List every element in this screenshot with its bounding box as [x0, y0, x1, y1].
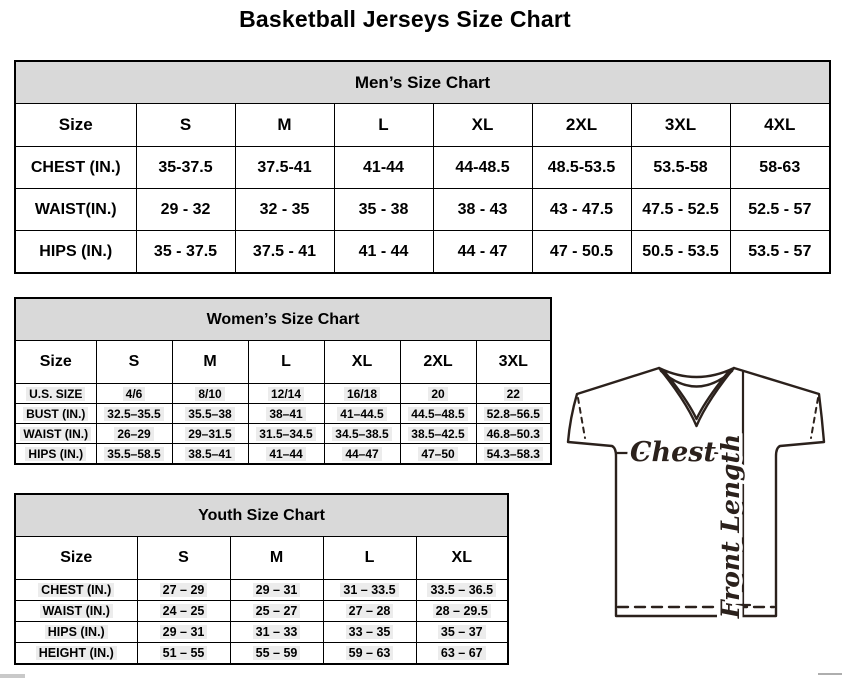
size-value-cell: [324, 424, 400, 444]
row-label-cell: [15, 424, 96, 444]
row-label-cell: CHEST (IN.): [15, 147, 136, 189]
size-value-cell: [137, 622, 230, 643]
cell-text: 16/18: [344, 387, 380, 401]
column-header-cell: Size: [15, 341, 96, 384]
cell-text: 35.5–38: [185, 407, 234, 421]
row-label-cell: WAIST(IN.): [15, 189, 136, 231]
column-header-cell: M: [235, 104, 334, 147]
table-row: [15, 643, 508, 665]
size-value-cell: [416, 580, 508, 601]
table-row: [15, 404, 551, 424]
size-value-cell: [324, 384, 400, 404]
cell-text: 47–50: [418, 447, 457, 461]
cell-text: CHEST (IN.): [38, 583, 114, 597]
size-value-cell: 44-48.5: [433, 147, 532, 189]
size-value-cell: 43 - 47.5: [532, 189, 631, 231]
size-value-cell: 35 - 38: [334, 189, 433, 231]
cell-text: 38.5–42.5: [408, 427, 467, 441]
size-value-cell: [230, 622, 323, 643]
size-value-cell: [324, 444, 400, 465]
size-value-cell: [137, 643, 230, 665]
size-value-cell: [323, 580, 416, 601]
cell-text: 63 – 67: [438, 646, 486, 660]
size-value-cell: [96, 444, 172, 465]
column-header-cell: 2XL: [532, 104, 631, 147]
column-header-cell: S: [136, 104, 235, 147]
chest-label: Chest: [630, 437, 716, 468]
size-value-cell: [230, 643, 323, 665]
size-value-cell: 44 - 47: [433, 231, 532, 274]
column-header-cell: Size: [15, 537, 137, 580]
size-value-cell: [476, 404, 551, 424]
row-label-cell: [15, 444, 96, 465]
cell-text: 34.5–38.5: [332, 427, 391, 441]
size-value-cell: 50.5 - 53.5: [631, 231, 730, 274]
column-header-cell: XL: [324, 341, 400, 384]
cell-text: 24 – 25: [160, 604, 208, 618]
jersey-diagram: [553, 360, 829, 624]
size-value-cell: 58-63: [730, 147, 830, 189]
cell-text: 25 – 27: [253, 604, 301, 618]
size-value-cell: [324, 404, 400, 424]
table-row: [15, 231, 830, 274]
size-value-cell: [96, 404, 172, 424]
size-value-cell: [323, 622, 416, 643]
size-value-cell: [172, 384, 248, 404]
cell-text: 35 – 37: [438, 625, 486, 639]
size-value-cell: 53.5 - 57: [730, 231, 830, 274]
cell-text: 29 – 31: [160, 625, 208, 639]
size-value-cell: 29 - 32: [136, 189, 235, 231]
row-label-cell: HIPS (IN.): [15, 231, 136, 274]
size-value-cell: [476, 384, 551, 404]
size-value-cell: 41 - 44: [334, 231, 433, 274]
cell-text: 28 – 29.5: [433, 604, 491, 618]
cell-text: 54.3–58.3: [484, 447, 543, 461]
cell-text: 38–41: [266, 407, 305, 421]
column-header-cell: L: [248, 341, 324, 384]
size-value-cell: 37.5-41: [235, 147, 334, 189]
cell-text: 41–44.5: [337, 407, 386, 421]
cell-text: BUST (IN.): [23, 407, 88, 421]
cell-text: 33 – 35: [346, 625, 394, 639]
size-value-cell: [400, 404, 476, 424]
cell-text: HEIGHT (IN.): [36, 646, 117, 660]
row-label-cell: [15, 404, 96, 424]
size-value-cell: 52.5 - 57: [730, 189, 830, 231]
table-title: Youth Size Chart: [15, 494, 508, 537]
row-label-cell: [15, 643, 137, 665]
size-value-cell: [476, 424, 551, 444]
table-row: [15, 494, 508, 537]
column-header-cell: S: [96, 341, 172, 384]
cell-text: 27 – 28: [346, 604, 394, 618]
table-row: [15, 444, 551, 465]
size-value-cell: [172, 444, 248, 465]
size-value-cell: [248, 404, 324, 424]
size-value-cell: [400, 444, 476, 465]
cell-text: 38.5–41: [185, 447, 234, 461]
size-value-cell: 38 - 43: [433, 189, 532, 231]
cell-text: 12/14: [268, 387, 304, 401]
row-label-cell: [15, 580, 137, 601]
column-header-cell: Size: [15, 104, 136, 147]
cell-text: 29–31.5: [185, 427, 234, 441]
cell-text: HIPS (IN.): [25, 447, 86, 461]
size-value-cell: [230, 601, 323, 622]
cell-text: 32.5–35.5: [104, 407, 163, 421]
table-row: [15, 622, 508, 643]
size-value-cell: [172, 404, 248, 424]
table-row: [15, 61, 830, 104]
table-row: [15, 384, 551, 404]
size-value-cell: [400, 424, 476, 444]
size-value-cell: [416, 643, 508, 665]
size-value-cell: [416, 622, 508, 643]
size-value-cell: [230, 580, 323, 601]
size-value-cell: 35-37.5: [136, 147, 235, 189]
size-value-cell: 41-44: [334, 147, 433, 189]
size-value-cell: [323, 643, 416, 665]
cell-text: 41–44: [266, 447, 305, 461]
size-value-cell: [96, 384, 172, 404]
table-row: [15, 424, 551, 444]
table-row: [15, 537, 508, 580]
table-row: [15, 189, 830, 231]
row-label-cell: [15, 601, 137, 622]
cell-text: 29 – 31: [253, 583, 301, 597]
column-header-cell: 2XL: [400, 341, 476, 384]
table-row: [15, 147, 830, 189]
table-row: [15, 104, 830, 147]
cell-text: 22: [504, 387, 523, 401]
column-header-cell: 4XL: [730, 104, 830, 147]
column-header-cell: 3XL: [476, 341, 551, 384]
size-value-cell: [137, 601, 230, 622]
jersey-outline: [568, 368, 824, 616]
column-header-cell: 3XL: [631, 104, 730, 147]
table-row: [15, 580, 508, 601]
row-label-cell: [15, 622, 137, 643]
cell-text: WAIST (IN.): [20, 427, 91, 441]
cell-text: 8/10: [195, 387, 224, 401]
column-header-cell: L: [334, 104, 433, 147]
cell-text: HIPS (IN.): [45, 625, 108, 639]
table-title: Men’s Size Chart: [15, 61, 830, 104]
scrollbar-fragment-left[interactable]: [0, 674, 25, 678]
cell-text: 31.5–34.5: [256, 427, 315, 441]
table-row: [15, 298, 551, 341]
cell-text: U.S. SIZE: [26, 387, 85, 401]
cell-text: WAIST (IN.): [40, 604, 113, 618]
size-value-cell: [476, 444, 551, 465]
scrollbar-fragment-right[interactable]: [818, 673, 842, 675]
column-header-cell: M: [230, 537, 323, 580]
size-value-cell: [400, 384, 476, 404]
size-value-cell: [248, 424, 324, 444]
womens-size-table: [14, 297, 552, 465]
column-header-cell: XL: [416, 537, 508, 580]
cell-text: 55 – 59: [253, 646, 301, 660]
column-header-cell: M: [172, 341, 248, 384]
cell-text: 59 – 63: [346, 646, 394, 660]
cell-text: 31 – 33: [253, 625, 301, 639]
table-row: [15, 341, 551, 384]
row-label-cell: [15, 384, 96, 404]
cell-text: 26–29: [114, 427, 153, 441]
size-value-cell: 47 - 50.5: [532, 231, 631, 274]
size-value-cell: [172, 424, 248, 444]
cell-text: 20: [428, 387, 447, 401]
cell-text: 33.5 – 36.5: [427, 583, 496, 597]
size-value-cell: [96, 424, 172, 444]
size-value-cell: [248, 444, 324, 465]
size-value-cell: [323, 601, 416, 622]
size-value-cell: [137, 580, 230, 601]
cell-text: 44.5–48.5: [408, 407, 467, 421]
size-value-cell: 48.5-53.5: [532, 147, 631, 189]
page-title: Basketball Jerseys Size Chart: [239, 6, 571, 32]
cell-text: 31 – 33.5: [340, 583, 398, 597]
size-value-cell: 35 - 37.5: [136, 231, 235, 274]
table-title: Women’s Size Chart: [15, 298, 551, 341]
size-value-cell: [416, 601, 508, 622]
cell-text: 27 – 29: [160, 583, 208, 597]
column-header-cell: S: [137, 537, 230, 580]
youth-size-table: [14, 493, 509, 665]
size-value-cell: [248, 384, 324, 404]
size-value-cell: 47.5 - 52.5: [631, 189, 730, 231]
cell-text: 51 – 55: [160, 646, 208, 660]
table-row: [15, 601, 508, 622]
cell-text: 35.5–58.5: [104, 447, 163, 461]
cell-text: 4/6: [123, 387, 146, 401]
cell-text: 46.8–50.3: [484, 427, 543, 441]
column-header-cell: L: [323, 537, 416, 580]
size-value-cell: 32 - 35: [235, 189, 334, 231]
front-length-label: Front Length: [716, 433, 745, 619]
size-value-cell: 37.5 - 41: [235, 231, 334, 274]
column-header-cell: XL: [433, 104, 532, 147]
mens-size-table: [14, 60, 831, 274]
cell-text: 52.8–56.5: [484, 407, 543, 421]
size-value-cell: 53.5-58: [631, 147, 730, 189]
cell-text: 44–47: [342, 447, 381, 461]
